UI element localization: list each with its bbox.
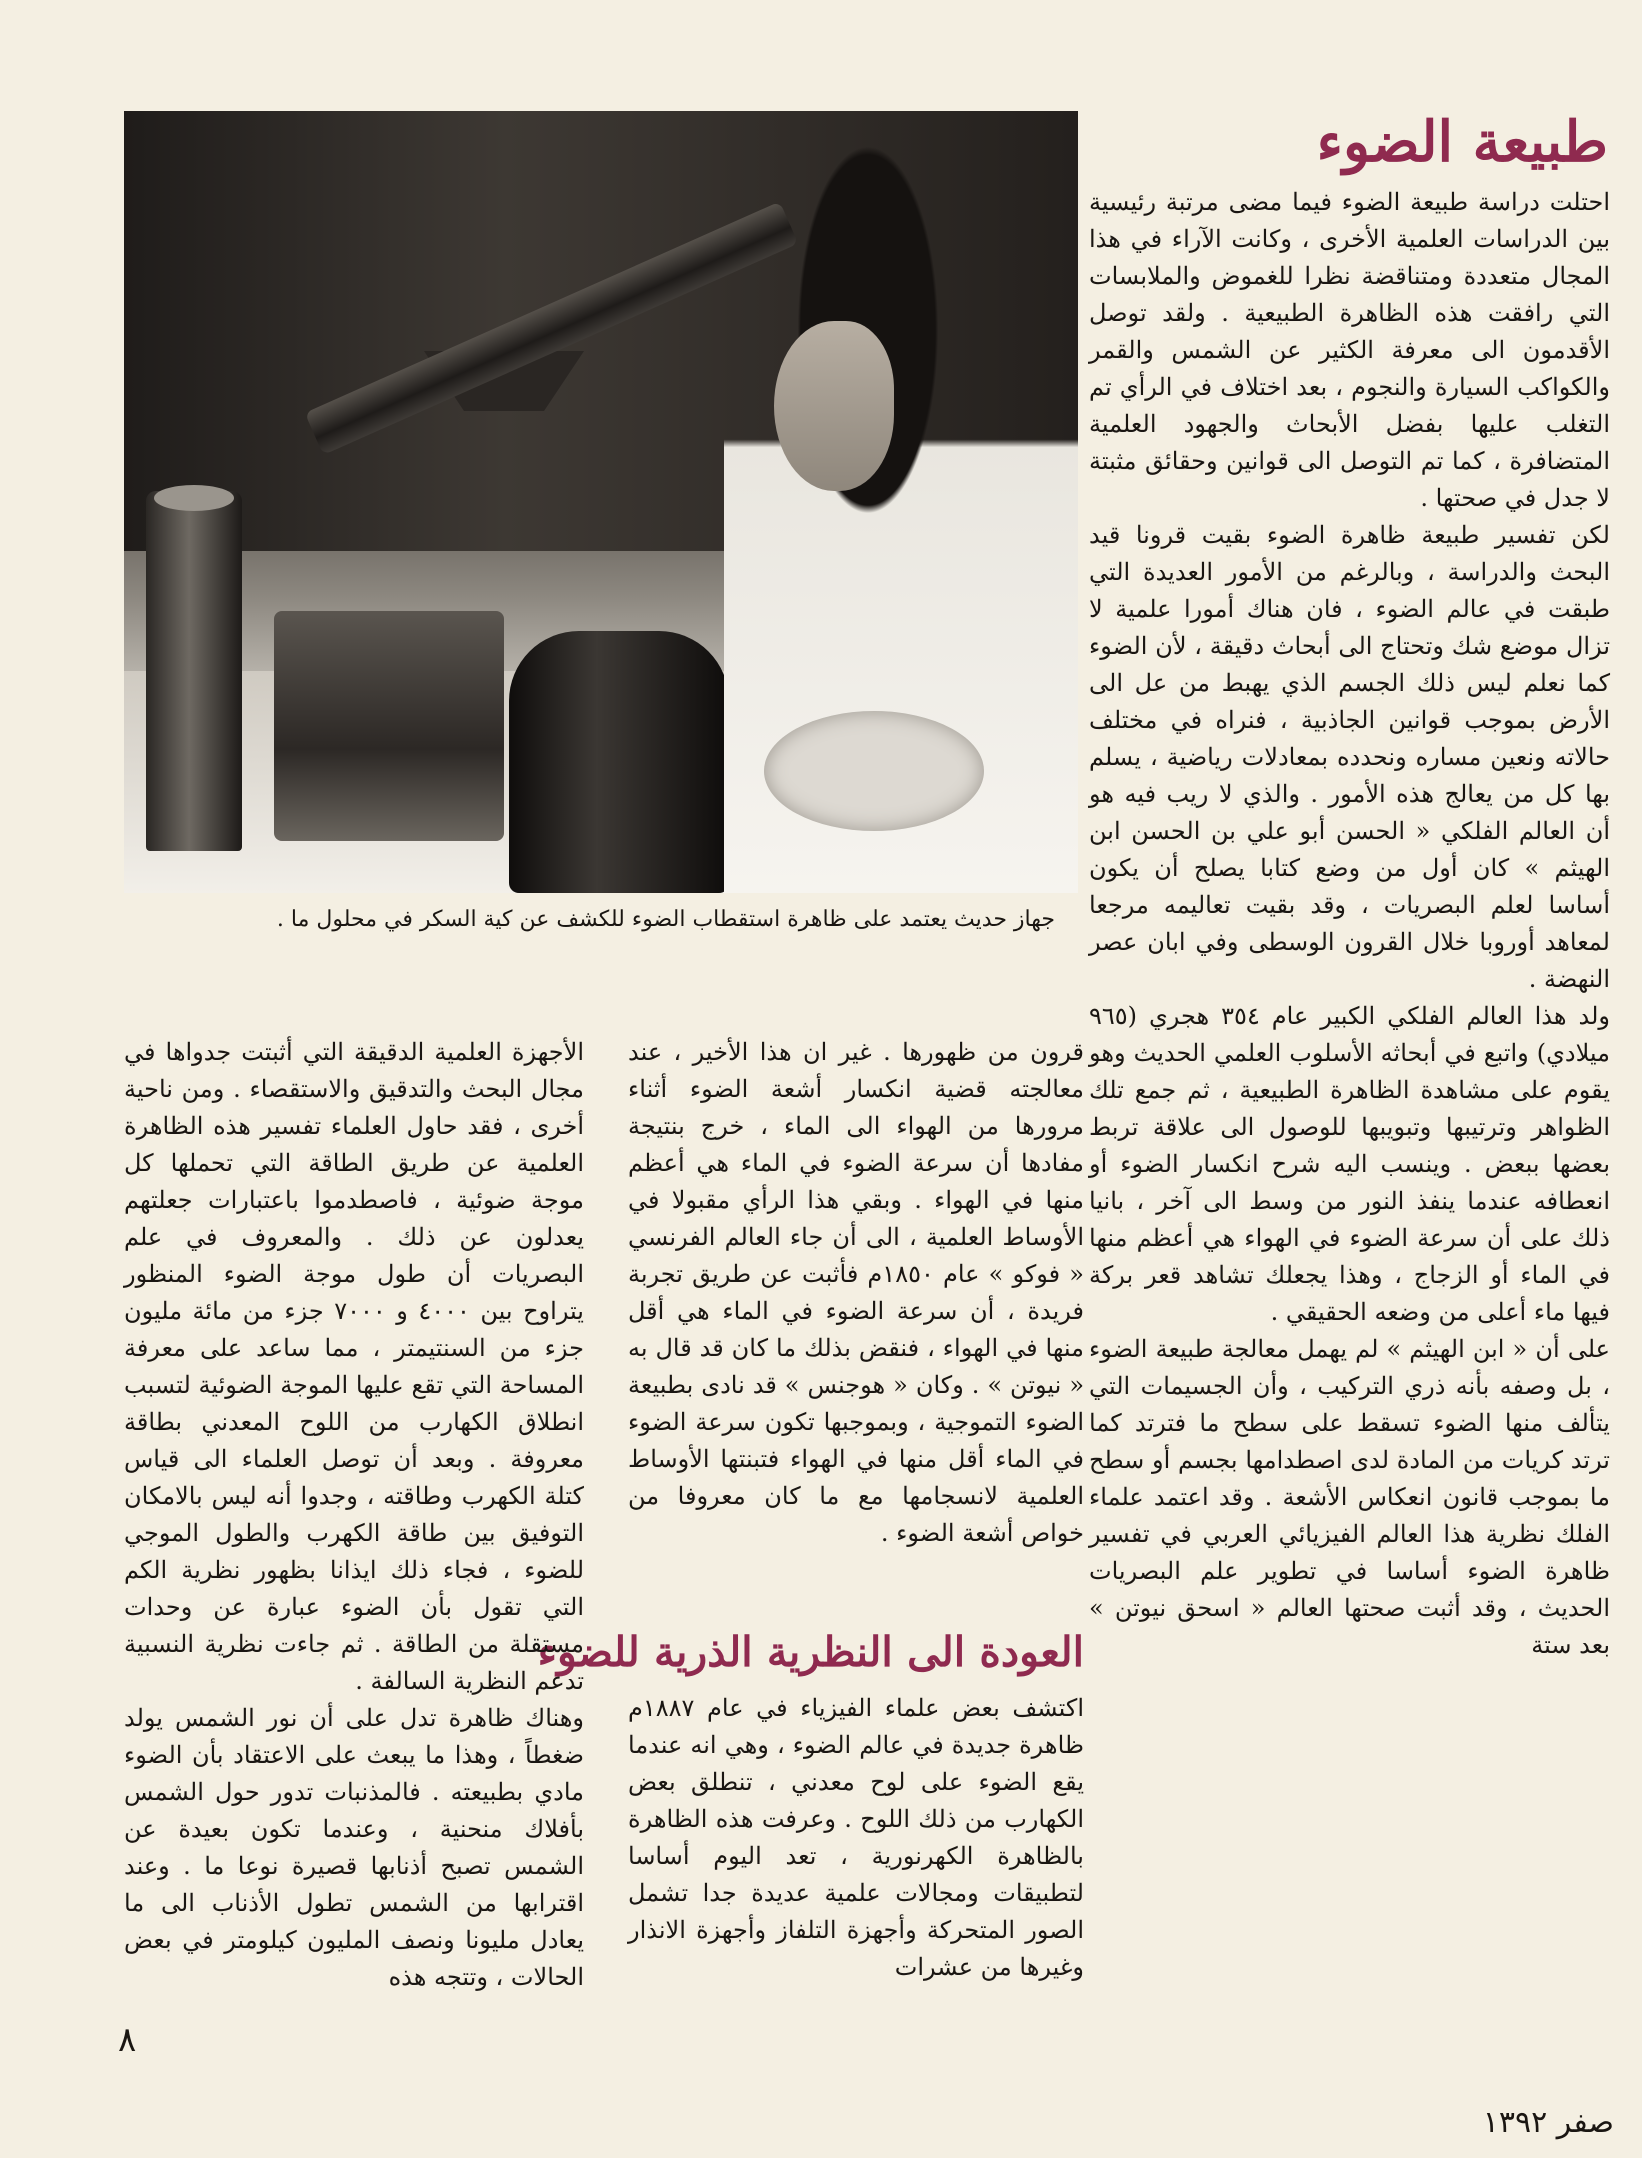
paragraph: احتلت دراسة طبيعة الضوء فيما مضى مرتبة رئيسية بين الدراسات العلمية الأخرى ، وكانت الآراء في هذا المجال متعددة ومتناقضة نظرا للغموض والملابسات التي رافقت هذه الظاهرة الطبيعية . ولقد توصل الأقدمون الى معرفة الكثير عن الشمس والقمر والكواكب السيارة والنجوم ، بعد اختلاف في الرأي تم التغلب عليها بفضل الأبحاث والجهود العلمية المتضافرة ، كما تم التوصل الى قوانين وحقائق مثبتة لا جدل في صحتها . (1089, 188, 1610, 512)
photo-instrument-box (274, 611, 504, 841)
photo-glass-bottle (509, 631, 729, 893)
article-title: طبيعة الضوء (1316, 109, 1608, 175)
column-left (124, 1034, 584, 1996)
photo-caption: جهاز حديث يعتمد على ظاهرة استقطاب الضوء للكشف عن كية السكر في محلول ما . (276, 907, 1055, 932)
lab-photograph (124, 111, 1078, 893)
paragraph: ولد هذا العالم الفلكي الكبير عام ٣٥٤ هجري (٩٦٥ ميلادي) واتبع في أبحاثه الأسلوب العلمي الحديث وهو يقوم على مشاهدة الظاهرة الطبيعية ، ثم جمع تلك الظواهر وترتيبها وتبويبها للوصول الى علاقة تربط بعضها ببعض . وينسب اليه شرح انكسار الضوء أو انعطافه عندما ينفذ النور من وسط الى آخر ، بانيا ذلك على أن سرعة الضوء في الهواء هي أعظم منها في الماء أو الزجاج ، وهذا يجعلك تشاهد قعر بركة فيها ماء أعلى من وضعه الحقيقي . (1089, 1002, 1610, 1326)
paragraph: لكن تفسير طبيعة ظاهرة الضوء بقيت قرونا قيد البحث والدراسة ، وبالرغم من الأمور العديدة التي طبقت في عالم الضوء ، فان هناك أمورا علمية لا تزال موضع شك وتحتاج الى أبحاث دقيقة ، لأن الضوء كما نعلم ليس ذلك الجسم الذي يهبط من عل الى الأرض بموجب قوانين الجاذبية ، فنراه في مختلف حالاته ونعين مساره ونحدده بمعادلات رياضية ، يسلم بها كل من يعالج هذه الأمور . والذي لا ريب فيه هو أن العالم الفلكي « الحسن أبو علي بن الحسن ابن الهيثم » كان أول من وضع كتابا يصلح أن يكون أساسا لعلم البصريات ، وقد بقيت تعاليمه مرجعا لمعاهد أوروبا خلال القرون الوسطى وفي ابان عصر النهضة . (1089, 521, 1611, 993)
photo-researcher-face (774, 321, 894, 491)
paragraph: اكتشف بعض علماء الفيزياء في عام ١٨٨٧م ظاهرة جديدة في عالم الضوء ، وهي انه عندما يقع الضوء على لوح معدني ، تنطلق بعض الكهارب من ذلك اللوح . وعرفت هذه الظاهرة بالظاهرة الكهرنورية ، تعد اليوم أساسا لتطبيقات ومجالات علمية عديدة جدا تشمل الصور المتحركة وأجهزة التلفاز وأجهزة الانذار وغيرها من عشرات (628, 1694, 1084, 1981)
paragraph: وهناك ظاهرة تدل على أن نور الشمس يولد ضغطاً ، وهذا ما يبعث على الاعتقاد بأن الضوء مادي بطبيعته . فالمذنبات تدور حول الشمس بأفلاك منحنية ، وعندما تكون بعيدة عن الشمس تصبح أذنابها قصيرة نوعا ما . وعند اقترابها من الشمس تطول الأذناب الى ما يعادل مليونا ونصف المليون كيلومتر في بعض الحالات ، وتتجه هذه (124, 1704, 584, 1991)
section-subtitle: العودة الى النظرية الذرية للضوء (537, 1628, 1084, 1676)
column-middle-lower (628, 1690, 1084, 1986)
paragraph: على أن « ابن الهيثم » لم يهمل معالجة طبيعة الضوء ، بل وصفه بأنه ذري التركيب ، وأن الجسيمات التي يتألف منها الضوء تسقط على سطح ما فترتد كما ترتد كريات من المادة لدى اصطدامها بجسم أو سطح ما بموجب قانون انعكاس الأشعة . وقد اعتمد علماء الفلك نظرية هذا العالم الفيزيائي العربي في تفسير ظاهرة الضوء أساسا في تطوير علم البصريات الحديث ، وقد أثبت صحتها العالم « اسحق نيوتن » بعد ستة (1089, 1335, 1610, 1659)
paragraph: قرون من ظهورها . غير ان هذا الأخير ، عند معالجته قضية انكسار أشعة الضوء أثناء مرورها من الهواء الى الماء ، خرج بنتيجة مفادها أن سرعة الضوء في الماء هي أعظم منها في الهواء . وبقي هذا الرأي مقبولا في الأوساط العلمية ، الى أن جاء العالم الفرنسي « فوكو » عام ١٨٥٠م فأثبت عن طريق تجربة فريدة ، أن سرعة الضوء في الماء هي أقل منها في الهواء ، فنقض بذلك ما كان قد قال به « نيوتن » . وكان « هوجنس » قد نادى بطبيعة الضوء التموجية ، وبموجبها تكون سرعة الضوء في الماء أقل منها في الهواء فتبنتها الأوساط العلمية لانسجامها مع ما كان معروفا من خواص أشعة الضوء . (628, 1038, 1084, 1547)
column-middle (628, 1034, 1084, 1552)
issue-date-footer: صفر ١٣٩٢ (1482, 2105, 1614, 2140)
paragraph: الأجهزة العلمية الدقيقة التي أثبتت جدواها في مجال البحث والتدقيق والاستقصاء . ومن ناحية أخرى ، فقد حاول العلماء تفسير هذه الظاهرة العلمية عن طريق الطاقة التي تحملها كل موجة ضوئية ، فاصطدموا باعتبارات جعلتهم يعدلون عن ذلك . والمعروف في علم البصريات أن طول موجة الضوء المنظور يتراوح بين ٤٠٠٠ و ٧٠٠٠ جزء من مائة مليون جزء من السنتيمتر ، مما ساعد على معرفة المساحة التي تقع عليها الموجة الضوئية لتسبب انطلاق الكهارب من اللوح المعدني بطاقة معروفة . وبعد أن توصل العلماء الى قياس كتلة الكهرب وطاقته ، وجدوا أنه ليس بالامكان التوفيق بين طاقة الكهرب والطول الموجي للضوء ، فجاء ذلك ايذانا بظهور نظرية الكم التي تقول بأن الضوء عبارة عن وحدات مستقلة من الطاقة . ثم جاءت نظرية النسبية تدعم النظرية السالفة . (124, 1038, 585, 1695)
photo-dish (764, 711, 984, 831)
page-number: ٨ (118, 2020, 137, 2060)
photo-lamp-cap (154, 485, 234, 511)
column-right (1089, 184, 1610, 1664)
photo-lamp-cylinder (146, 491, 242, 851)
